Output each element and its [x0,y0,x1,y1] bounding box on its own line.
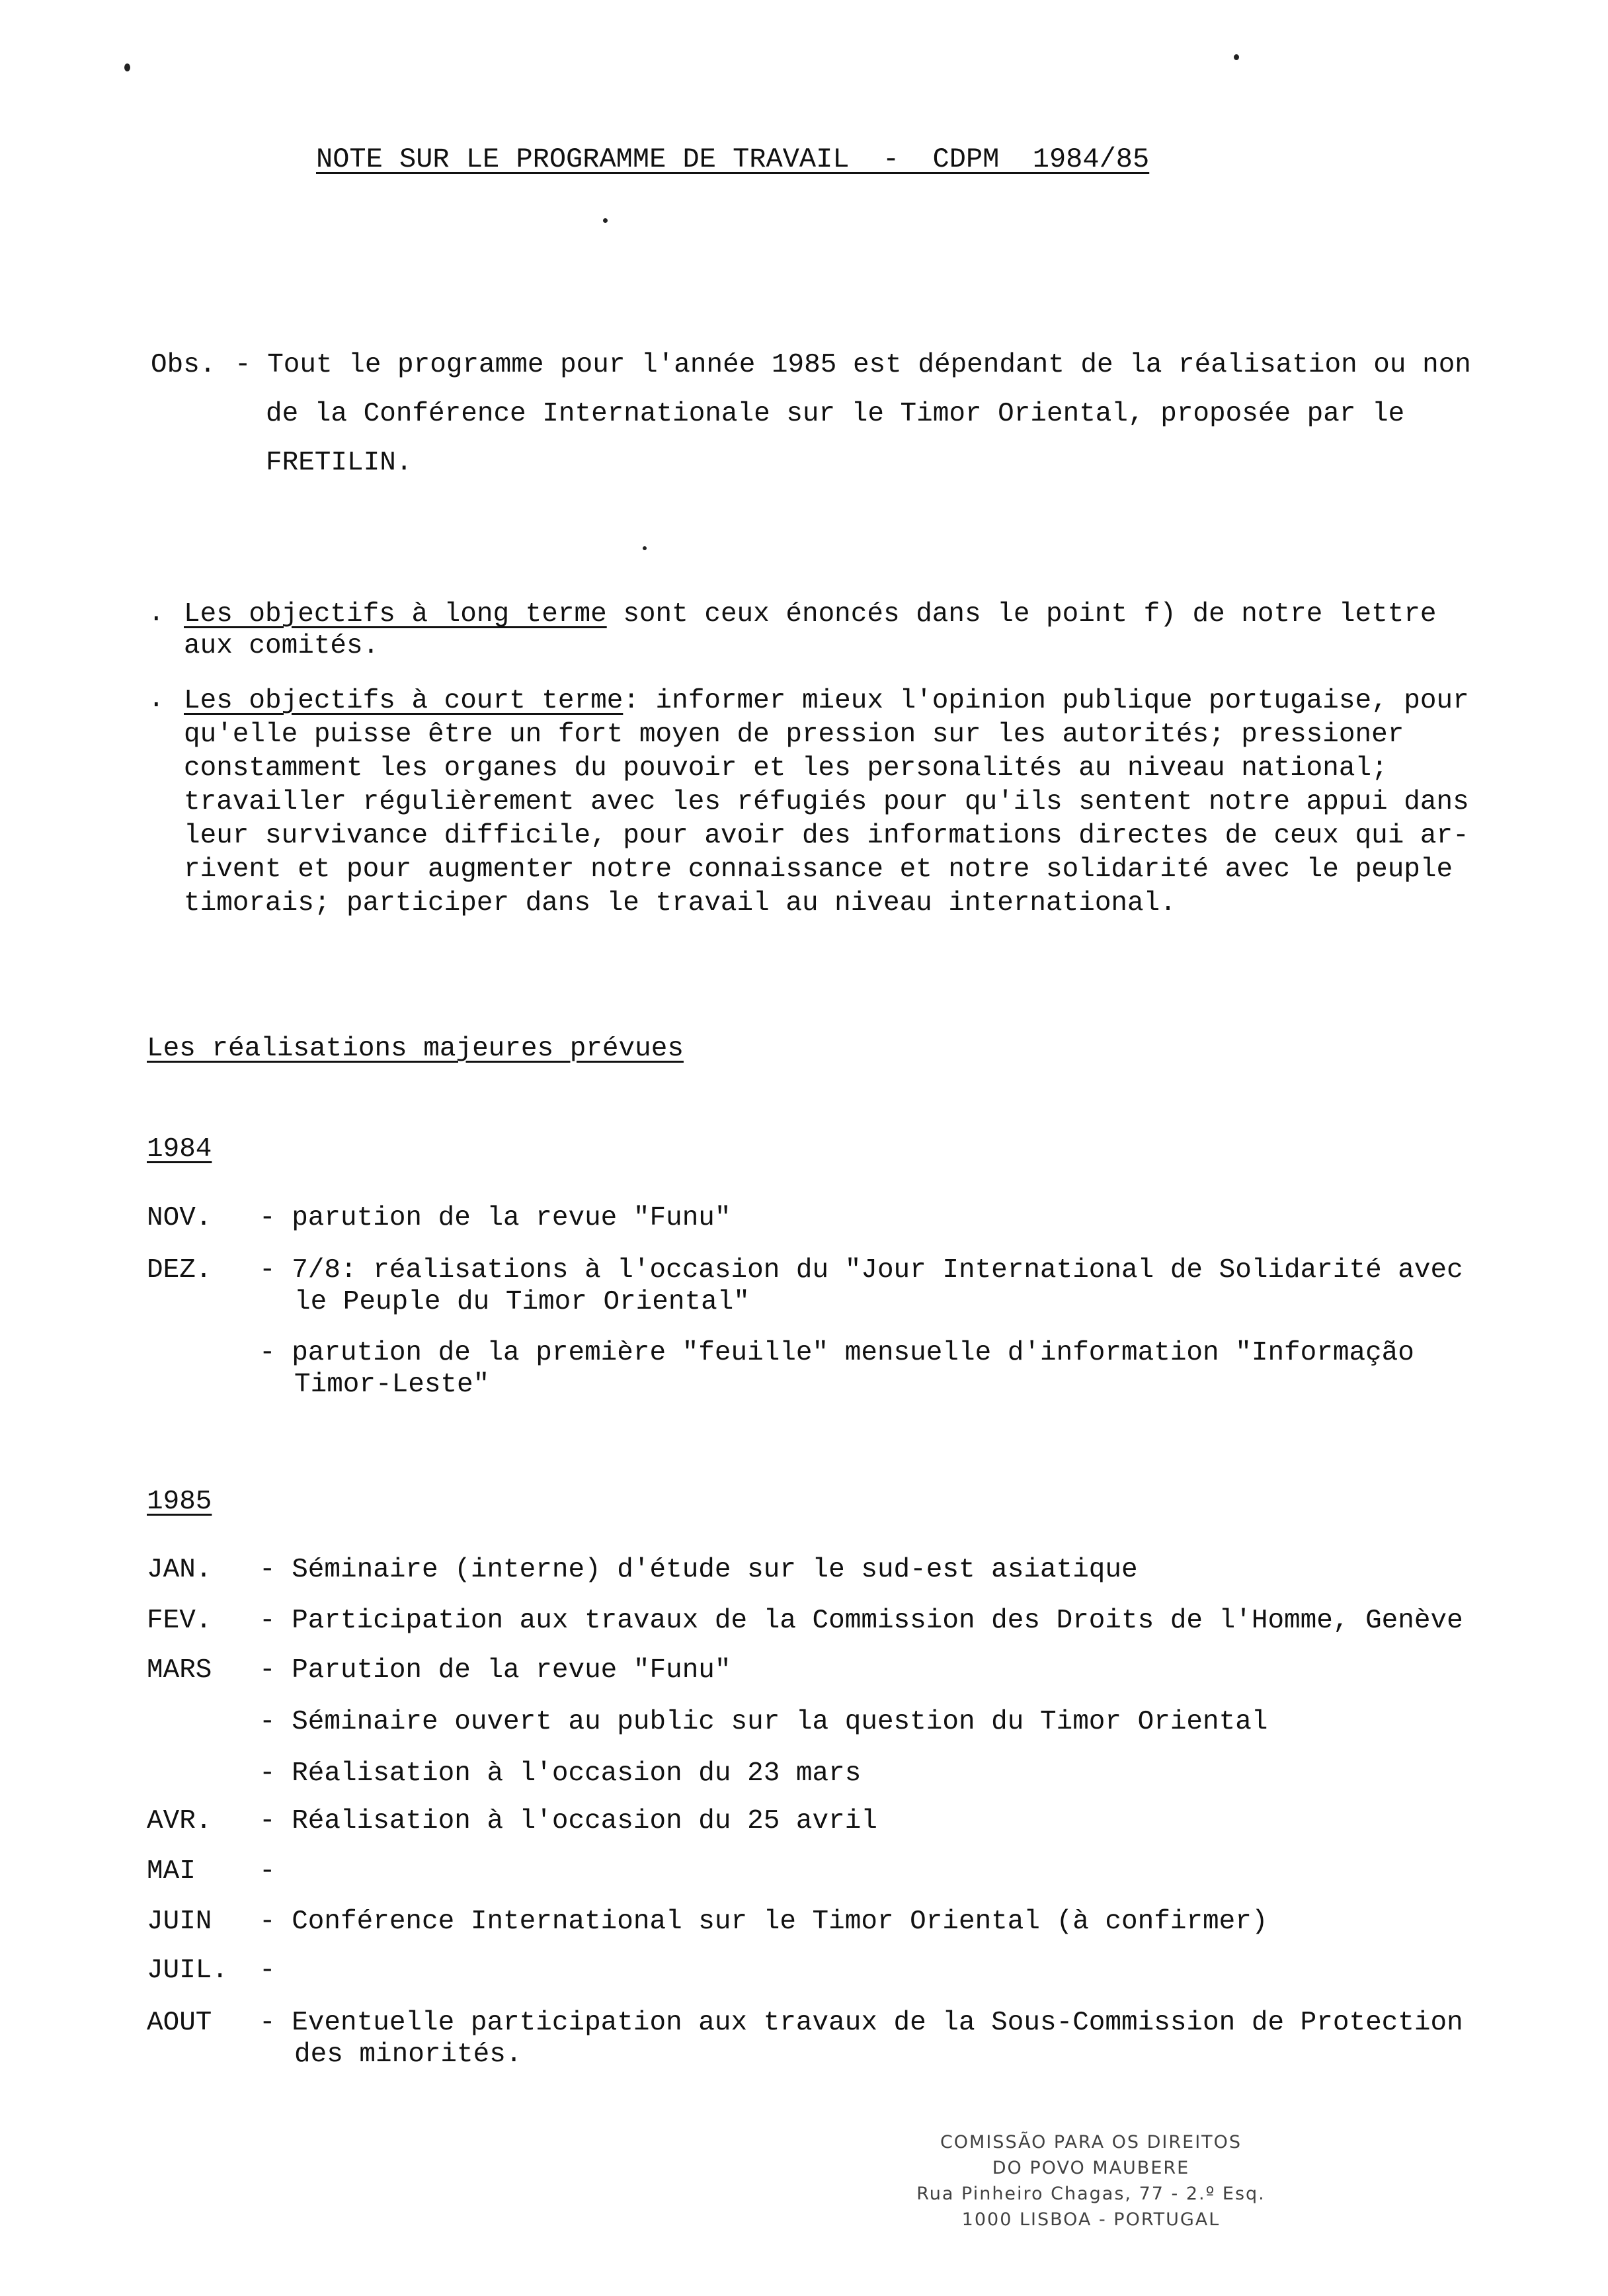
event-text-continued: Timor-Leste" [294,1370,490,1400]
scan-speck [643,546,647,550]
schedule-row-mars [147,1653,731,1688]
short-term-text: travailler régulièrement avec les réfugiés pour qu'ils sentent notre appui dans [184,787,1469,817]
schedule-row-dez-2 [147,1336,1414,1371]
schedule-row-fev [147,1604,1463,1639]
long-term-text: aux comités. [184,631,380,661]
short-term-objectives [184,684,1500,921]
stamp-line: DO POVO MAUBERE [992,2158,1190,2179]
scan-speck [603,218,608,223]
obs-line: - Tout le programme pour l'année 1985 est dépendant de la réalisation ou non [235,350,1471,380]
month-label: FEV. [147,1606,212,1636]
schedule-row-dez [147,1253,1463,1288]
event-text-continued: le Peuple du Timor Oriental" [294,1287,750,1317]
event-text: - Réalisation à l'occasion du 25 avril [259,1806,877,1836]
schedule-row-aout [147,2006,1463,2041]
event-text: - 7/8: réalisations à l'occasion du "Jour International de Solidarité avec [259,1255,1463,1286]
month-label: JUIL. [147,1955,229,1986]
event-text: - Réalisation à l'occasion du 23 mars [259,1758,862,1789]
event-text: - Parution de la revue "Funu" [259,1655,731,1686]
event-text: - parution de la première "feuille" mensuelle d'information "Informação [259,1338,1414,1368]
event-text: - Conférence International sur le Timor Oriental (à confirmer) [259,1906,1268,1937]
schedule-row-mars-3 [147,1756,861,1791]
schedule-row-avr [147,1804,877,1839]
month-label: AVR. [147,1806,212,1836]
document-title: NOTE SUR LE PROGRAMME DE TRAVAIL - CDPM 1984/85 [316,144,1150,175]
schedule-row-juin [147,1905,1267,1940]
event-text: - Eventuelle participation aux travaux de la Sous-Commission de Protection [259,2008,1463,2038]
long-term-heading: Les objectifs à long terme [184,599,607,630]
event-text: - [259,1955,276,1986]
short-term-text: constamment les organes du pouvoir et les personalités au niveau national; [184,753,1388,784]
short-term-text: qu'elle puisse être un fort moyen de pression sur les autorités; pressioner [184,719,1404,750]
month-label: MARS [147,1655,212,1686]
event-text: - parution de la revue "Funu" [259,1203,731,1233]
month-label: DEZ. [147,1255,212,1286]
event-text: - Séminaire (interne) d'étude sur le sud-est asiatique [259,1555,1138,1585]
schedule-row-jan [147,1553,1138,1588]
obs-line: FRETILIN. [266,448,413,478]
stamp-line: 1000 LISBOA - PORTUGAL [961,2209,1221,2231]
month-label: MAI [147,1856,196,1887]
event-text: - Séminaire ouvert au public sur la question du Timor Oriental [259,1707,1268,1737]
schedule-row-mars-2 [147,1705,1267,1740]
stamp-line: COMISSÃO PARA OS DIREITOS [940,2132,1242,2152]
obs-label: Obs. [151,350,216,380]
stamp-line: Rua Pinheiro Chagas, 77 - 2.º Esq. [916,2184,1266,2205]
long-term-text: sont ceux énoncés dans le point f) de notre lettre [606,599,1437,630]
organization-stamp [906,2129,1276,2233]
month-label: JAN. [147,1555,212,1585]
event-text: - Participation aux travaux de la Commission des Droits de l'Homme, Genève [259,1606,1463,1636]
year-heading-1984: 1984 [147,1134,212,1165]
schedule-row-juil [147,1953,276,1988]
short-term-heading: Les objectifs à court terme [184,686,623,716]
month-label: JUIN [147,1906,212,1937]
short-term-text: timorais; participer dans le travail au niveau international. [184,888,1176,919]
section-heading: Les réalisations majeures prévues [147,1034,684,1064]
month-label: AOUT [147,2008,212,2038]
month-label: NOV. [147,1203,212,1233]
short-term-text: rivent et pour augmenter notre connaissance et notre solidarité avec le peuple [184,854,1453,885]
scan-speck [1234,54,1239,60]
short-term-text: leur survivance difficile, pour avoir des informations directes de ceux qui ar- [184,821,1469,851]
long-term-objectives [184,598,1500,662]
schedule-row-mai [147,1854,276,1889]
event-text: - [259,1856,276,1887]
year-heading-1985: 1985 [147,1487,212,1517]
obs-line: de la Conférence Internationale sur le Timor Oriental, proposée par le [266,399,1405,429]
bullet-dot: . [148,684,165,715]
schedule-row-nov [147,1201,731,1236]
short-term-text: : informer mieux l'opinion publique portugaise, pour [623,686,1469,716]
scan-speck [124,63,130,71]
bullet-dot: . [148,598,165,629]
event-text-continued: des minorités. [294,2039,522,2070]
